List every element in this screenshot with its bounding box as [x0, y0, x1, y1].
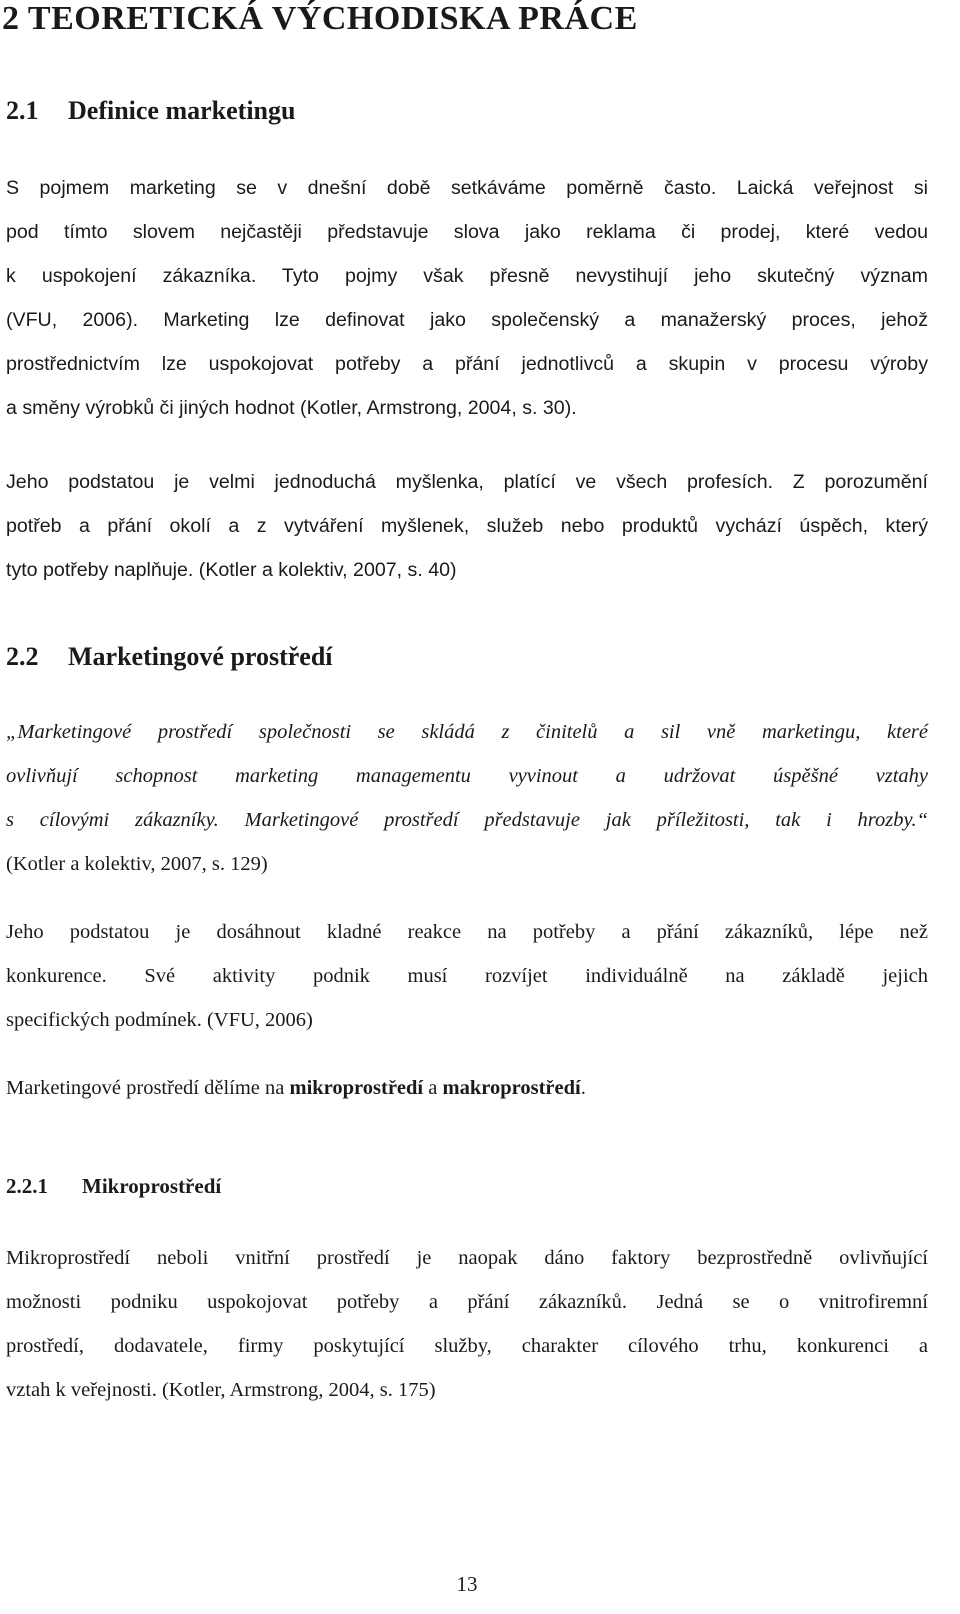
text-line: konkurence. Své aktivity podnik musí rozvíjet individuálně na základě jejich — [6, 965, 928, 987]
section-number: 2.2 — [6, 642, 39, 671]
text-line: Mikroprostředí neboli vnitřní prostředí je naopak dáno faktory bezprostředně ovlivňující — [6, 1247, 928, 1269]
text-line: vztah k veřejnosti. (Kotler, Armstrong, 2004, s. 175) — [6, 1379, 436, 1401]
text-line: pod tímto slovem nejčastěji představuje slova jako reklama či prodej, které vedou — [6, 221, 928, 243]
text-line: (VFU, 2006). Marketing lze definovat jako společenský a manažerský proces, jehož — [6, 309, 928, 331]
paragraph-environment-essence — [6, 910, 928, 1042]
text-line: tyto potřeby naplňuje. (Kotler a kolektiv, 2007, s. 40) — [6, 559, 457, 581]
text-line — [6, 1066, 928, 1110]
quote-marketing-environment — [6, 710, 928, 886]
text-line: s cílovými zákazníky. Marketingové prostředí představuje jak příležitosti, tak i hrozby.“ — [6, 809, 928, 831]
section-title: Mikroprostředí — [82, 1174, 222, 1198]
text-line: specifických podmínek. (VFU, 2006) — [6, 1009, 313, 1031]
text-span: a — [423, 1077, 443, 1099]
paragraph-marketing-definition — [6, 166, 928, 430]
section-title: Marketingové prostředí — [68, 642, 333, 671]
section-heading-2-2 — [6, 642, 333, 672]
section-heading-2-2-1 — [6, 1174, 221, 1199]
text-span: Marketingové prostředí dělíme na — [6, 1077, 290, 1099]
text-line: „Marketingové prostředí společnosti se skládá z činitelů a sil vně marketingu, které — [6, 721, 928, 743]
text-line: prostředí, dodavatele, firmy poskytující služby, charakter cílového trhu, konkurenci a — [6, 1335, 928, 1357]
term-microenvironment: mikroprostředí — [289, 1077, 424, 1099]
text-line: S pojmem marketing se v dnešní době setkáváme poměrně často. Laická veřejnost si — [6, 177, 928, 199]
section-title: Definice marketingu — [68, 96, 296, 125]
text-line: možnosti podniku uspokojovat potřeby a přání zákazníků. Jedná se o vnitrofiremní — [6, 1291, 928, 1313]
paragraph-marketing-essence — [6, 460, 928, 592]
text-span: . — [580, 1077, 586, 1099]
text-line: ovlivňují schopnost marketing managementu vyvinout a udržovat úspěšné vztahy — [6, 765, 928, 787]
chapter-heading: 2 TEORETICKÁ VÝCHODISKA PRÁCE — [2, 0, 638, 37]
section-number: 2.1 — [6, 96, 39, 125]
text-line: prostřednictvím lze uspokojovat potřeby a přání jednotlivců a skupin v procesu výroby — [6, 353, 928, 375]
section-heading-2-1 — [6, 96, 295, 126]
text-line: k uspokojení zákazníka. Tyto pojmy však přesně nevystihují jeho skutečný význam — [6, 265, 928, 287]
page-number: 13 — [456, 1572, 478, 1596]
text-line: Jeho podstatou je velmi jednoduchá myšlenka, platící ve všech profesích. Z porozumění — [6, 471, 928, 493]
text-line: a směny výrobků či jiných hodnot (Kotler, Armstrong, 2004, s. 30). — [6, 397, 577, 419]
quote-citation: (Kotler a kolektiv, 2007, s. 129) — [6, 853, 268, 875]
term-macroenvironment: makroprostředí — [442, 1077, 581, 1099]
section-number: 2.2.1 — [6, 1174, 48, 1198]
paragraph-environment-division — [6, 1066, 928, 1110]
paragraph-microenvironment — [6, 1236, 928, 1412]
text-line: potřeb a přání okolí a z vytváření myšlenek, služeb nebo produktů vychází úspěch, který — [6, 515, 928, 537]
text-line: Jeho podstatou je dosáhnout kladné reakce na potřeby a přání zákazníků, lépe než — [6, 921, 928, 943]
